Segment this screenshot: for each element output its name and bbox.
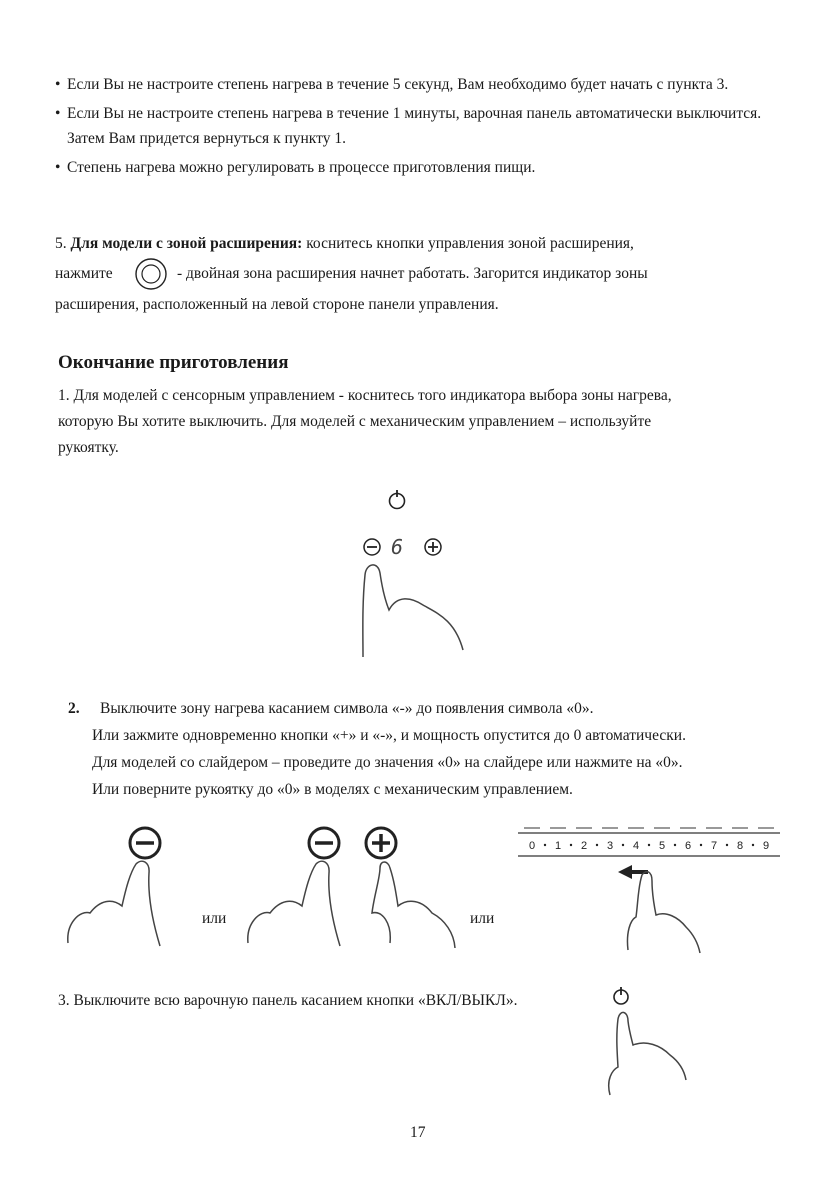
minus-icon [364,539,380,555]
slider-number: 5 [658,840,666,852]
step5-press-label: нажмите [55,265,113,282]
finger-hand-icon [248,861,340,946]
minus-icon [309,828,339,858]
zone-select-illustration [345,485,475,660]
finger-hand-icon [363,565,463,657]
finish-p2-line4: Или поверните рукоятку до «0» в моделях с механическим управлением. [92,781,573,798]
finger-hand-icon [372,862,455,948]
step5-line2-text: - двойная зона расширения начнет работать. Загорится индикатор зоны [177,265,648,282]
step5-line3: расширения, расположенный на левой стороне панели управления. [55,296,499,313]
slider-number: 8 [736,840,744,852]
minus-plus-touch-illustration [240,818,470,953]
slider-dot [648,844,650,846]
slider-dot [674,844,676,846]
finger-hand-icon [627,872,700,953]
step5-bold-label: Для модели с зоной расширения: [70,235,303,252]
bullet-list [55,72,795,184]
slider-number: 0 [528,840,536,852]
plus-icon [366,828,396,858]
or-label: или [470,910,495,927]
slider-dot [700,844,702,846]
slider-illustration [518,825,783,955]
finish-p3: 3. Выключите всю варочную панель касанием кнопки «ВКЛ/ВЫКЛ». [58,992,518,1009]
slider-dot [726,844,728,846]
finish-p1-line3: рукоятку. [58,439,119,456]
plus-icon [425,539,441,555]
slider-number: 9 [762,840,770,852]
step5-line1 [55,231,815,256]
bullet-item: • Степень нагрева можно регулировать в процессе приготовления пищи. [55,155,795,180]
step5-number: 5. [55,235,67,252]
power-icon [614,987,628,1004]
power-level-display: 6 [390,535,404,559]
slider-dot [570,844,572,846]
slider-number: 6 [684,840,692,852]
power-icon [390,490,405,509]
bullet-item: • Если Вы не настроите степень нагрева в течение 5 секунд, Вам необходимо будет начать с пункта 3. [55,72,795,97]
slider-dot [752,844,754,846]
slider-number: 2 [580,840,588,852]
finish-p1-line1: 1. Для моделей с сенсорным управлением - коснитесь того индикатора выбора зоны нагрева, [58,387,672,404]
expansion-zone-button-icon [133,256,169,292]
finish-p2-line3: Для моделей со слайдером – проведите до значения «0» на слайдере или нажмите на «0». [92,754,683,771]
finish-p1-line2: которую Вы хотите выключить. Для моделей с механическим управлением – используйте [58,413,652,430]
slider-number: 4 [632,840,640,852]
minus-touch-illustration [60,818,190,953]
page-number: 17 [410,1124,426,1141]
slider-dot [596,844,598,846]
power-touch-illustration [598,985,693,1100]
step5-line1-text: коснитесь кнопки управления зоной расширения, [302,235,634,252]
slider-number: 3 [606,840,614,852]
or-label: или [202,910,227,927]
finish-p2-number: 2. [68,700,80,717]
finish-p2-line2: Или зажмите одновременно кнопки «+» и «-», и мощность опустится до 0 автоматически. [92,727,686,744]
section-heading: Окончание приготовления [58,352,289,373]
finger-hand-icon [68,861,160,946]
slider-number: 1 [554,840,562,852]
slider-number: 7 [710,840,718,852]
slider-dot [544,844,546,846]
slider-dot [622,844,624,846]
bullet-item: • Если Вы не настроите степень нагрева в течение 1 минуты, варочная панель автоматически выключится. Затем Вам придется вернуться к пункту 1. [55,101,795,151]
left-arrow-icon [618,865,648,879]
minus-icon [130,828,160,858]
finish-p2-line1: Выключите зону нагрева касанием символа «-» до появления символа «0». [100,700,594,717]
finger-hand-icon [609,1012,686,1095]
